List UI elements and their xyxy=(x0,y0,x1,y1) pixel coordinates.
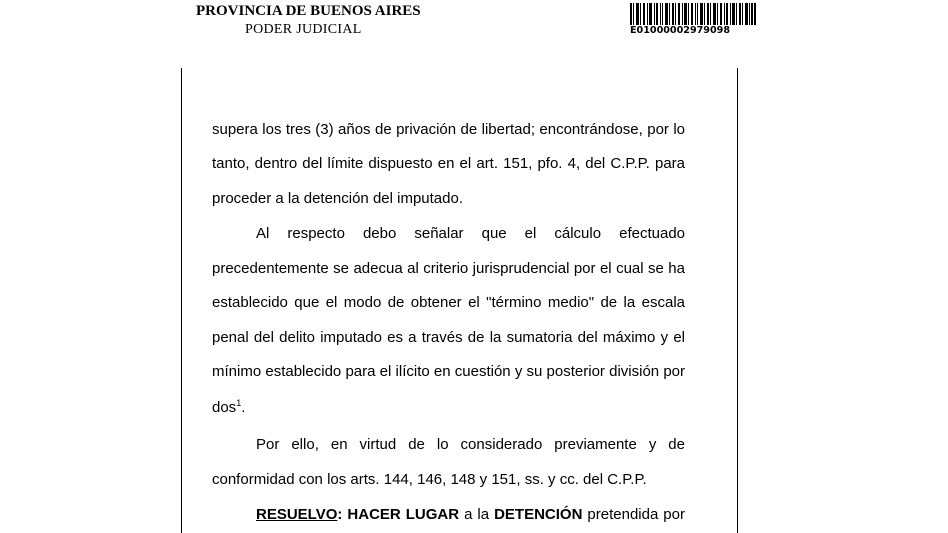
text-line: mínimo establecido para el ilícito en cuestión y su posterior división por xyxy=(212,363,685,380)
text-fragment: . xyxy=(241,399,246,416)
left-margin-line xyxy=(181,68,182,533)
footnote-ref[interactable]: 1 xyxy=(236,398,242,408)
right-margin-line xyxy=(737,68,738,533)
resuelvo-label: RESUELVO xyxy=(256,506,338,523)
judicial-power-subheader: PODER JUDICIAL xyxy=(245,22,362,37)
text-line: establecido que el modo de obtener el "término medio" de la escala xyxy=(212,294,685,311)
detencion: DETENCIÓN xyxy=(494,506,583,523)
text-line: supera los tres (3) años de privación de libertad; encontrándose, por lo xyxy=(212,121,685,138)
text-fragment: dos xyxy=(212,399,237,416)
text-line: conformidad con los arts. 144, 146, 148 y 151, ss. y cc. del C.P.P. xyxy=(212,471,647,488)
text-line: Por ello, en virtud de lo considerado previamente y de xyxy=(256,436,685,453)
resolution-line xyxy=(256,506,685,524)
text-line xyxy=(212,399,685,417)
text-fragment: a la xyxy=(464,506,490,523)
text-line: penal del delito imputado es a través de la sumatoria del máximo y el xyxy=(212,329,685,346)
text-line: proceder a la detención del imputado. xyxy=(212,190,464,207)
text-fragment: pretendida por xyxy=(587,506,685,523)
text-line: precedentemente se adecua al criterio jurisprudencial por el cual se ha xyxy=(212,260,685,277)
text-line: tanto, dentro del límite dispuesto en el art. 151, pfo. 4, del C.P.P. para xyxy=(212,155,685,172)
colon: : xyxy=(337,506,343,523)
barcode-number: E01000002979098 xyxy=(630,25,731,36)
barcode-icon xyxy=(630,3,756,25)
hacer-lugar: HACER LUGAR xyxy=(347,506,460,523)
text-line: Al respecto debo señalar que el cálculo efectuado xyxy=(256,225,685,242)
province-header: PROVINCIA DE BUENOS AIRES xyxy=(196,3,421,19)
